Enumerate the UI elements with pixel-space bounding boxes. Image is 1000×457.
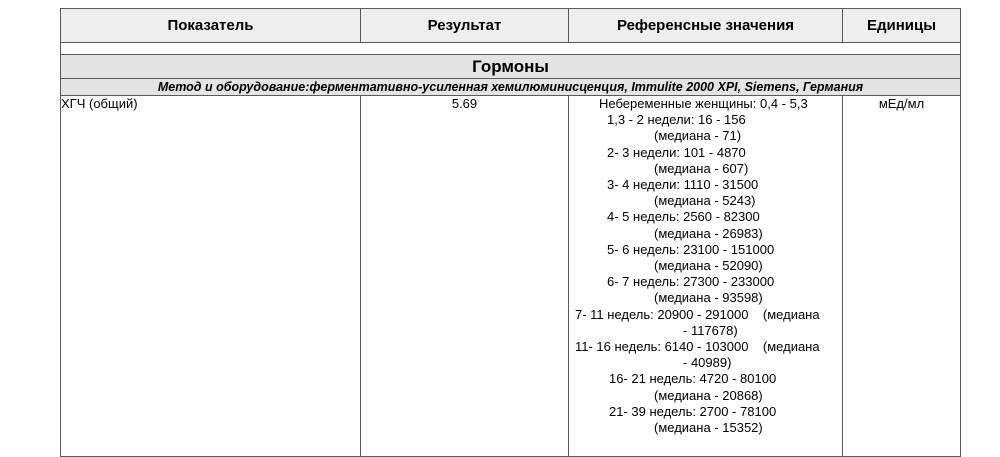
reference-line: (медиана - 20868) <box>654 387 763 403</box>
table-header-row <box>61 9 961 43</box>
method-description: Метод и оборудование:ферментативно-усиленная хемилюминисценция, Immulite 2000 XPI, Siemens, Германия <box>61 79 961 96</box>
reference-line: (медиана - 607) <box>654 160 749 176</box>
reference-line: 3- 4 недели: 1110 - 31500 <box>607 177 759 193</box>
method-row <box>61 79 961 96</box>
reference-line: (медиана - 5243) <box>654 193 756 209</box>
reference-line: (медиана - 71) <box>654 128 742 144</box>
reference-line: 7- 11 недель: 20900 - 291000 (медиана <box>575 306 820 322</box>
reference-line: (медиана - 93598) <box>654 290 763 306</box>
reference-line: 16- 21 недель: 4720 - 80100 <box>609 371 777 387</box>
reference-line: (медиана - 15352) <box>654 420 763 436</box>
reference-line: - 117678) <box>683 322 738 338</box>
result-value: 5.69 <box>361 96 569 457</box>
header-reference: Референсные значения <box>569 9 843 43</box>
header-units: Единицы <box>843 9 961 43</box>
table-row <box>61 96 961 457</box>
reference-line: 11- 16 недель: 6140 - 103000 (медиана <box>575 339 820 355</box>
reference-line: - 40989) <box>683 355 732 371</box>
reference-line: 4- 5 недель: 2560 - 82300 <box>607 209 760 225</box>
spacer-row <box>61 43 961 55</box>
reference-line: 21- 39 недель: 2700 - 78100 <box>609 403 777 419</box>
header-result: Результат <box>361 9 569 43</box>
section-row <box>61 55 961 79</box>
lab-results-table <box>60 8 961 457</box>
section-title: Гормоны <box>61 55 961 79</box>
reference-line: 6- 7 недель: 27300 - 233000 <box>607 274 775 290</box>
reference-line: 2- 3 недели: 101 - 4870 <box>607 144 746 160</box>
reference-line: 5- 6 недель: 23100 - 151000 <box>607 241 775 257</box>
reference-line: 1,3 - 2 недели: 16 - 156 <box>607 112 746 128</box>
reference-values <box>569 96 843 457</box>
units-value: мЕд/мл <box>843 96 961 457</box>
reference-line: (медиана - 52090) <box>654 258 763 274</box>
indicator-name: ХГЧ (общий) <box>61 96 361 457</box>
reference-line: Небеременные женщины: 0,4 - 5,3 <box>599 96 808 111</box>
header-indicator: Показатель <box>61 9 361 43</box>
reference-line: (медиана - 26983) <box>654 225 763 241</box>
